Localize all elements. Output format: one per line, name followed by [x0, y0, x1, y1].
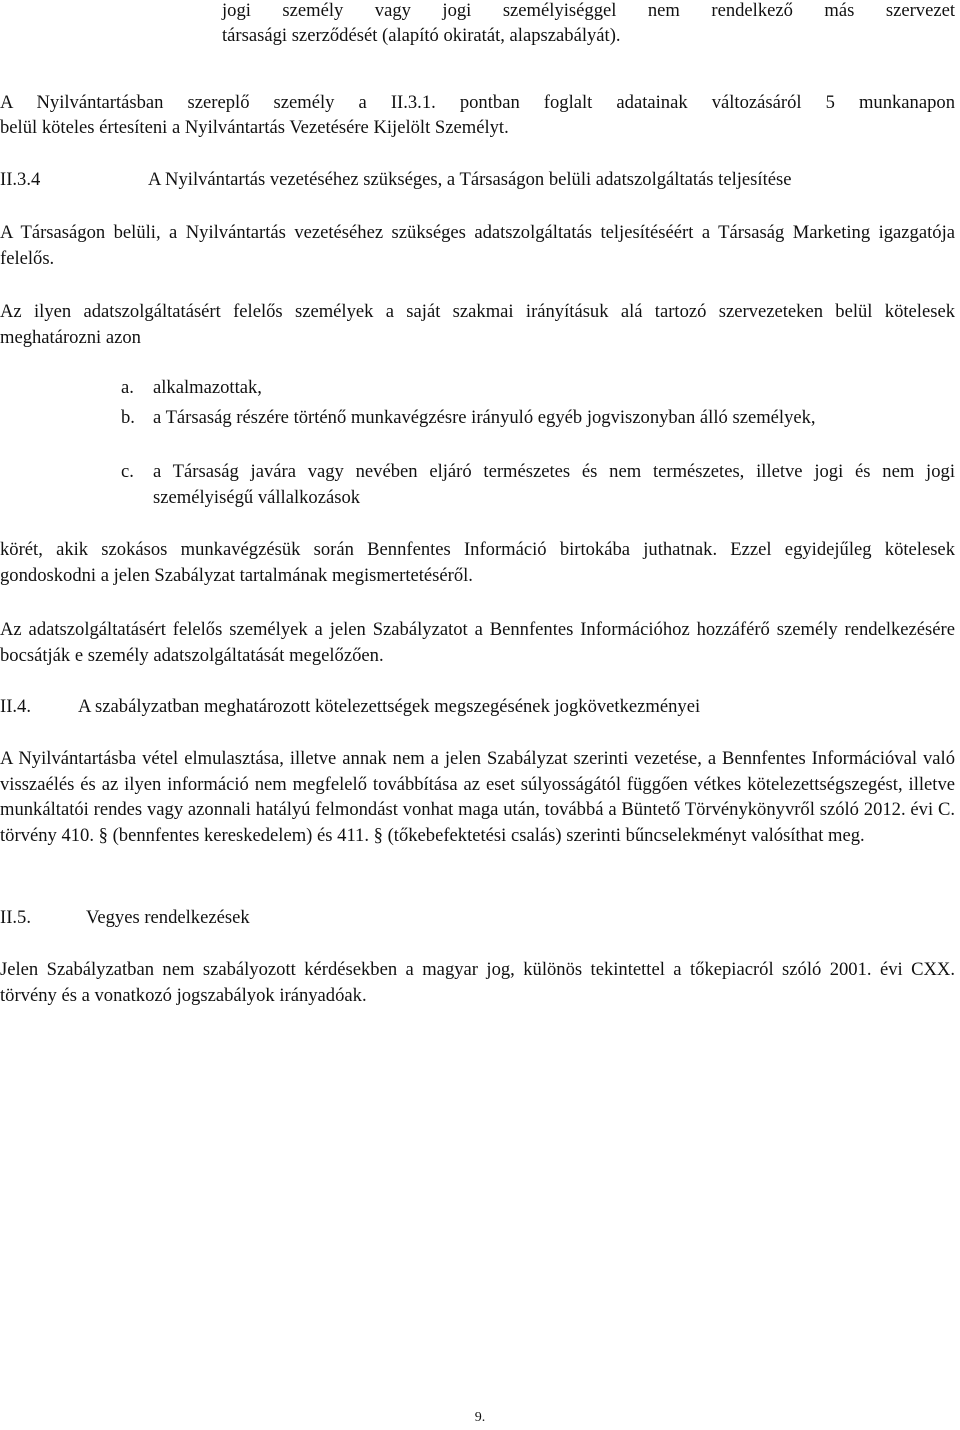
circle-paragraph: körét, akik szokásos munkavégzésük során Bennfentes Információ birtokába juthatnak. Ezzel egyidejűleg kötelesek gondoskodni a jelen Szabályzat tartalmának megismertetéséről.	[0, 539, 955, 586]
section-2-4-number: II.4.	[0, 696, 31, 717]
responsible-paragraph: A Társaságon belüli, a Nyilvántartás vezetéséhez szükséges adatszolgáltatás teljesítéséért a Társaság Marketing igazgatója felelős.	[0, 222, 955, 269]
list-item-b-text: a Társaság részére történő munkavégzésre irányuló egyéb jogviszonyban álló személyek,	[153, 407, 816, 428]
section-2-5-title: Vegyes rendelkezések	[86, 907, 250, 928]
misc-paragraph: Jelen Szabályzatban nem szabályozott kérdésekben a magyar jog, különös tekintettel a tőkepiacról szóló 2001. évi CXX. törvény és a vonatkozó jogszabályok irányadóak.	[0, 959, 955, 1006]
section-2-4-title: A szabályzatban meghatározott kötelezettségek megszegésének jogkövetkezményei	[78, 696, 701, 717]
section-2-5-number: II.5.	[0, 907, 31, 928]
notify-paragraph-line1: A Nyilvántartásban szereplő személy a II.3.1. pontban foglalt adatainak változásáról 5 munkanapon	[0, 92, 955, 113]
list-item-c-label: c.	[121, 461, 134, 482]
section-2-3-4-number: II.3.4	[0, 169, 41, 190]
notify-paragraph-line2: belül köteles értesíteni a Nyilvántartás Vezetésére Kijelölt Személyt.	[0, 117, 509, 138]
list-item-a-text: alkalmazottak,	[153, 377, 262, 398]
persons-paragraph: Az ilyen adatszolgáltatásért felelős személyek a saját szakmai irányításuk alá tartozó szervezeteken belül kötelesek meghatározni azon	[0, 301, 955, 348]
list-item-c-text: a Társaság javára vagy nevében eljáró természetes és nem természetes, illetve jogi és nem jogi személyiségű vállalkozások	[153, 461, 955, 508]
list-item-a-label: a.	[121, 377, 134, 398]
list-item-b-label: b.	[121, 407, 135, 428]
section-2-3-4-title: A Nyilvántartás vezetéséhez szükséges, a Társaságon belüli adatszolgáltatás teljesítése	[148, 169, 792, 190]
top-paragraph-line1: jogi személy vagy jogi személyiséggel nem rendelkező más szervezet	[222, 0, 955, 21]
consequences-paragraph: A Nyilvántartásba vétel elmulasztása, illetve annak nem a jelen Szabályzat szerinti vezetése, a Bennfentes Információval való visszaélés és az ilyen információ nem megfelelő továbbítása az eset súlyosságától függően vétkes kötelezettségszegést, illetve munkáltatói rendes vagy azonnali hatályú felmondást vonhat maga után, továbbá a Büntető Törvénykönyvről szóló 2012. évi C. törvény 410. § (bennfentes kereskedelem) és 411. § (tőkebefektetési csalás) szerinti bűncselekményt valósíthat meg.	[0, 748, 955, 846]
access-paragraph: Az adatszolgáltatásért felelős személyek a jelen Szabályzatot a Bennfentes Információhoz hozzáférő személy rendelkezésére bocsátják e személy adatszolgáltatását megelőzően.	[0, 619, 955, 666]
top-paragraph-line2: társasági szerződését (alapító okiratát, alapszabályát).	[222, 25, 621, 46]
page-number: 9.	[474, 1410, 486, 1425]
